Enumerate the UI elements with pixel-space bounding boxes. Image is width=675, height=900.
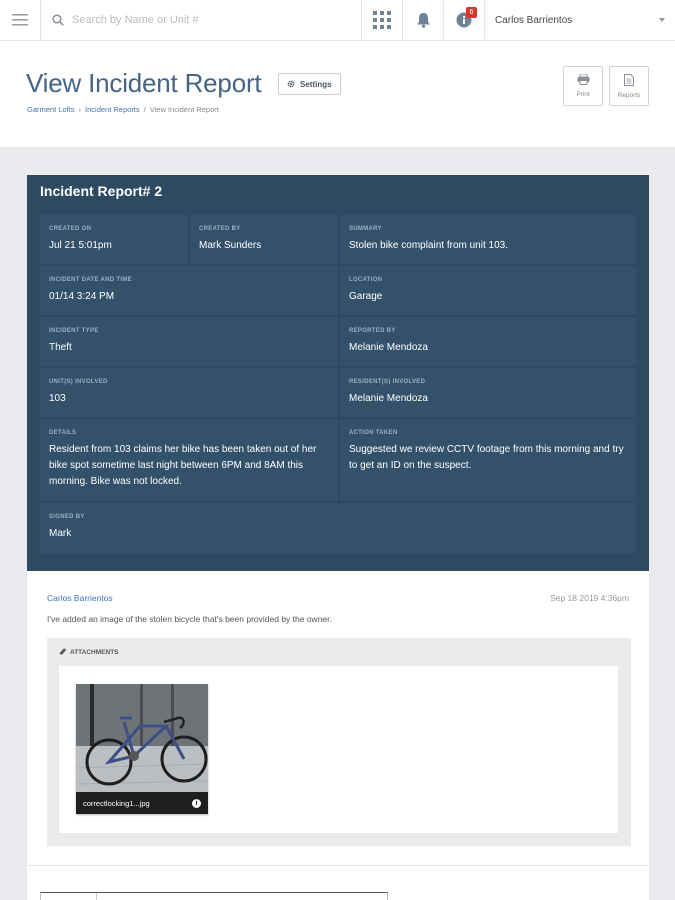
- created-by-field: [190, 215, 338, 264]
- comment-author[interactable]: Carlos Barrientos: [47, 593, 113, 603]
- attachments-label: ATTACHMENTS: [70, 648, 119, 656]
- user-menu[interactable]: [485, 0, 675, 40]
- info-icon[interactable]: i: [192, 799, 201, 808]
- page-header: [0, 41, 675, 147]
- incident-datetime-value: 01/14 3:24 PM: [49, 291, 115, 302]
- comment-card: [27, 571, 649, 865]
- table-column-divider: [96, 893, 97, 900]
- signed-by-label: SIGNED BY: [49, 514, 85, 520]
- print-label: Print: [576, 91, 590, 98]
- print-button[interactable]: [563, 66, 603, 106]
- summary-label: SUMMARY: [349, 226, 382, 232]
- location-label: LOCATION: [349, 277, 383, 283]
- breadcrumb-incident-reports[interactable]: Incident Reports: [85, 105, 140, 114]
- top-bar: [0, 0, 675, 41]
- incident-datetime-field: [40, 266, 338, 315]
- created-on-label: CREATED ON: [49, 226, 92, 232]
- incident-datetime-label: INCIDENT DATE AND TIME: [49, 277, 132, 283]
- reported-by-label: REPORTED BY: [349, 328, 396, 334]
- action-taken-value: Suggested we review CCTV footage from this morning and try to get an ID on the suspect.: [349, 444, 624, 471]
- settings-button[interactable]: [278, 73, 341, 95]
- breadcrumb-separator: ›: [78, 105, 82, 114]
- created-by-label: CREATED BY: [199, 226, 241, 232]
- menu-button[interactable]: [0, 0, 41, 40]
- breadcrumb-current: View Incident Report: [149, 105, 219, 114]
- attachment-caption: [76, 792, 208, 814]
- attachments-list: [59, 666, 618, 833]
- reports-label: Reports: [617, 91, 641, 99]
- reported-by-field: [340, 317, 636, 366]
- breadcrumb-separator: /: [143, 105, 146, 114]
- bell-icon: [416, 12, 431, 28]
- action-taken-field: [340, 419, 636, 501]
- signed-by-field: [40, 503, 636, 553]
- incident-type-field: [40, 317, 338, 366]
- attachments-panel: [47, 638, 631, 846]
- search-bar: [41, 0, 362, 40]
- reported-by-value: Melanie Mendoza: [349, 342, 428, 353]
- search-icon: [52, 14, 64, 26]
- apps-button[interactable]: [362, 0, 403, 40]
- attachment-thumbnail[interactable]: [76, 684, 208, 814]
- notifications-button[interactable]: [444, 0, 485, 40]
- details-value: Resident from 103 claims her bike has been taken out of her bike spot sometime last night between 6PM and 8AM this morning. Bike was not locked.: [49, 444, 317, 487]
- residents-label: RESIDENT(S) INVOLVED: [349, 379, 426, 385]
- created-on-value: Jul 21 5:01pm: [49, 240, 112, 251]
- paperclip-icon: [59, 648, 66, 656]
- action-taken-label: ACTION TAKEN: [349, 430, 398, 436]
- search-input[interactable]: [72, 14, 312, 26]
- breadcrumb-property[interactable]: Garment Lofts: [27, 105, 75, 114]
- document-icon: [624, 74, 634, 86]
- hamburger-icon: [12, 14, 28, 26]
- settings-label: Settings: [300, 79, 332, 89]
- attachment-filename: correctlocking1...jpg: [83, 798, 150, 808]
- alerts-button[interactable]: [403, 0, 444, 40]
- residents-field: [340, 368, 636, 417]
- details-field: [40, 419, 338, 501]
- gear-icon: [287, 80, 295, 88]
- notification-badge: 6: [466, 7, 477, 18]
- units-label: UNIT(S) INVOLVED: [49, 379, 108, 385]
- created-by-value: Mark Sunders: [199, 240, 262, 251]
- comment-text: I've added an image of the stolen bicycle that's been provided by the owner.: [47, 614, 332, 624]
- attachments-header: [59, 648, 119, 656]
- page-title: View Incident Report: [26, 68, 262, 98]
- created-on-field: [40, 215, 188, 264]
- partial-table: [40, 892, 388, 900]
- printer-icon: [577, 74, 590, 85]
- next-section: [27, 866, 649, 900]
- incident-report-card: [27, 175, 649, 571]
- incident-type-label: INCIDENT TYPE: [49, 328, 99, 334]
- location-value: Garage: [349, 291, 383, 302]
- summary-value: Stolen bike complaint from unit 103.: [349, 240, 508, 251]
- summary-field: [340, 215, 636, 264]
- grid-icon: [373, 11, 391, 29]
- incident-title: Incident Report# 2: [40, 183, 163, 199]
- incident-type-value: Theft: [49, 342, 72, 353]
- reports-button[interactable]: [609, 66, 649, 106]
- details-label: DETAILS: [49, 430, 77, 436]
- signed-by-value: Mark: [49, 528, 72, 539]
- residents-value: Melanie Mendoza: [349, 393, 428, 404]
- units-field: [40, 368, 338, 417]
- units-value: 103: [49, 393, 66, 404]
- comment-date: Sep 18 2019 4:36pm: [550, 593, 629, 603]
- user-name: Carlos Barrientos: [495, 14, 573, 26]
- breadcrumb: [27, 105, 219, 114]
- chevron-down-icon: [659, 18, 665, 22]
- location-field: [340, 266, 636, 315]
